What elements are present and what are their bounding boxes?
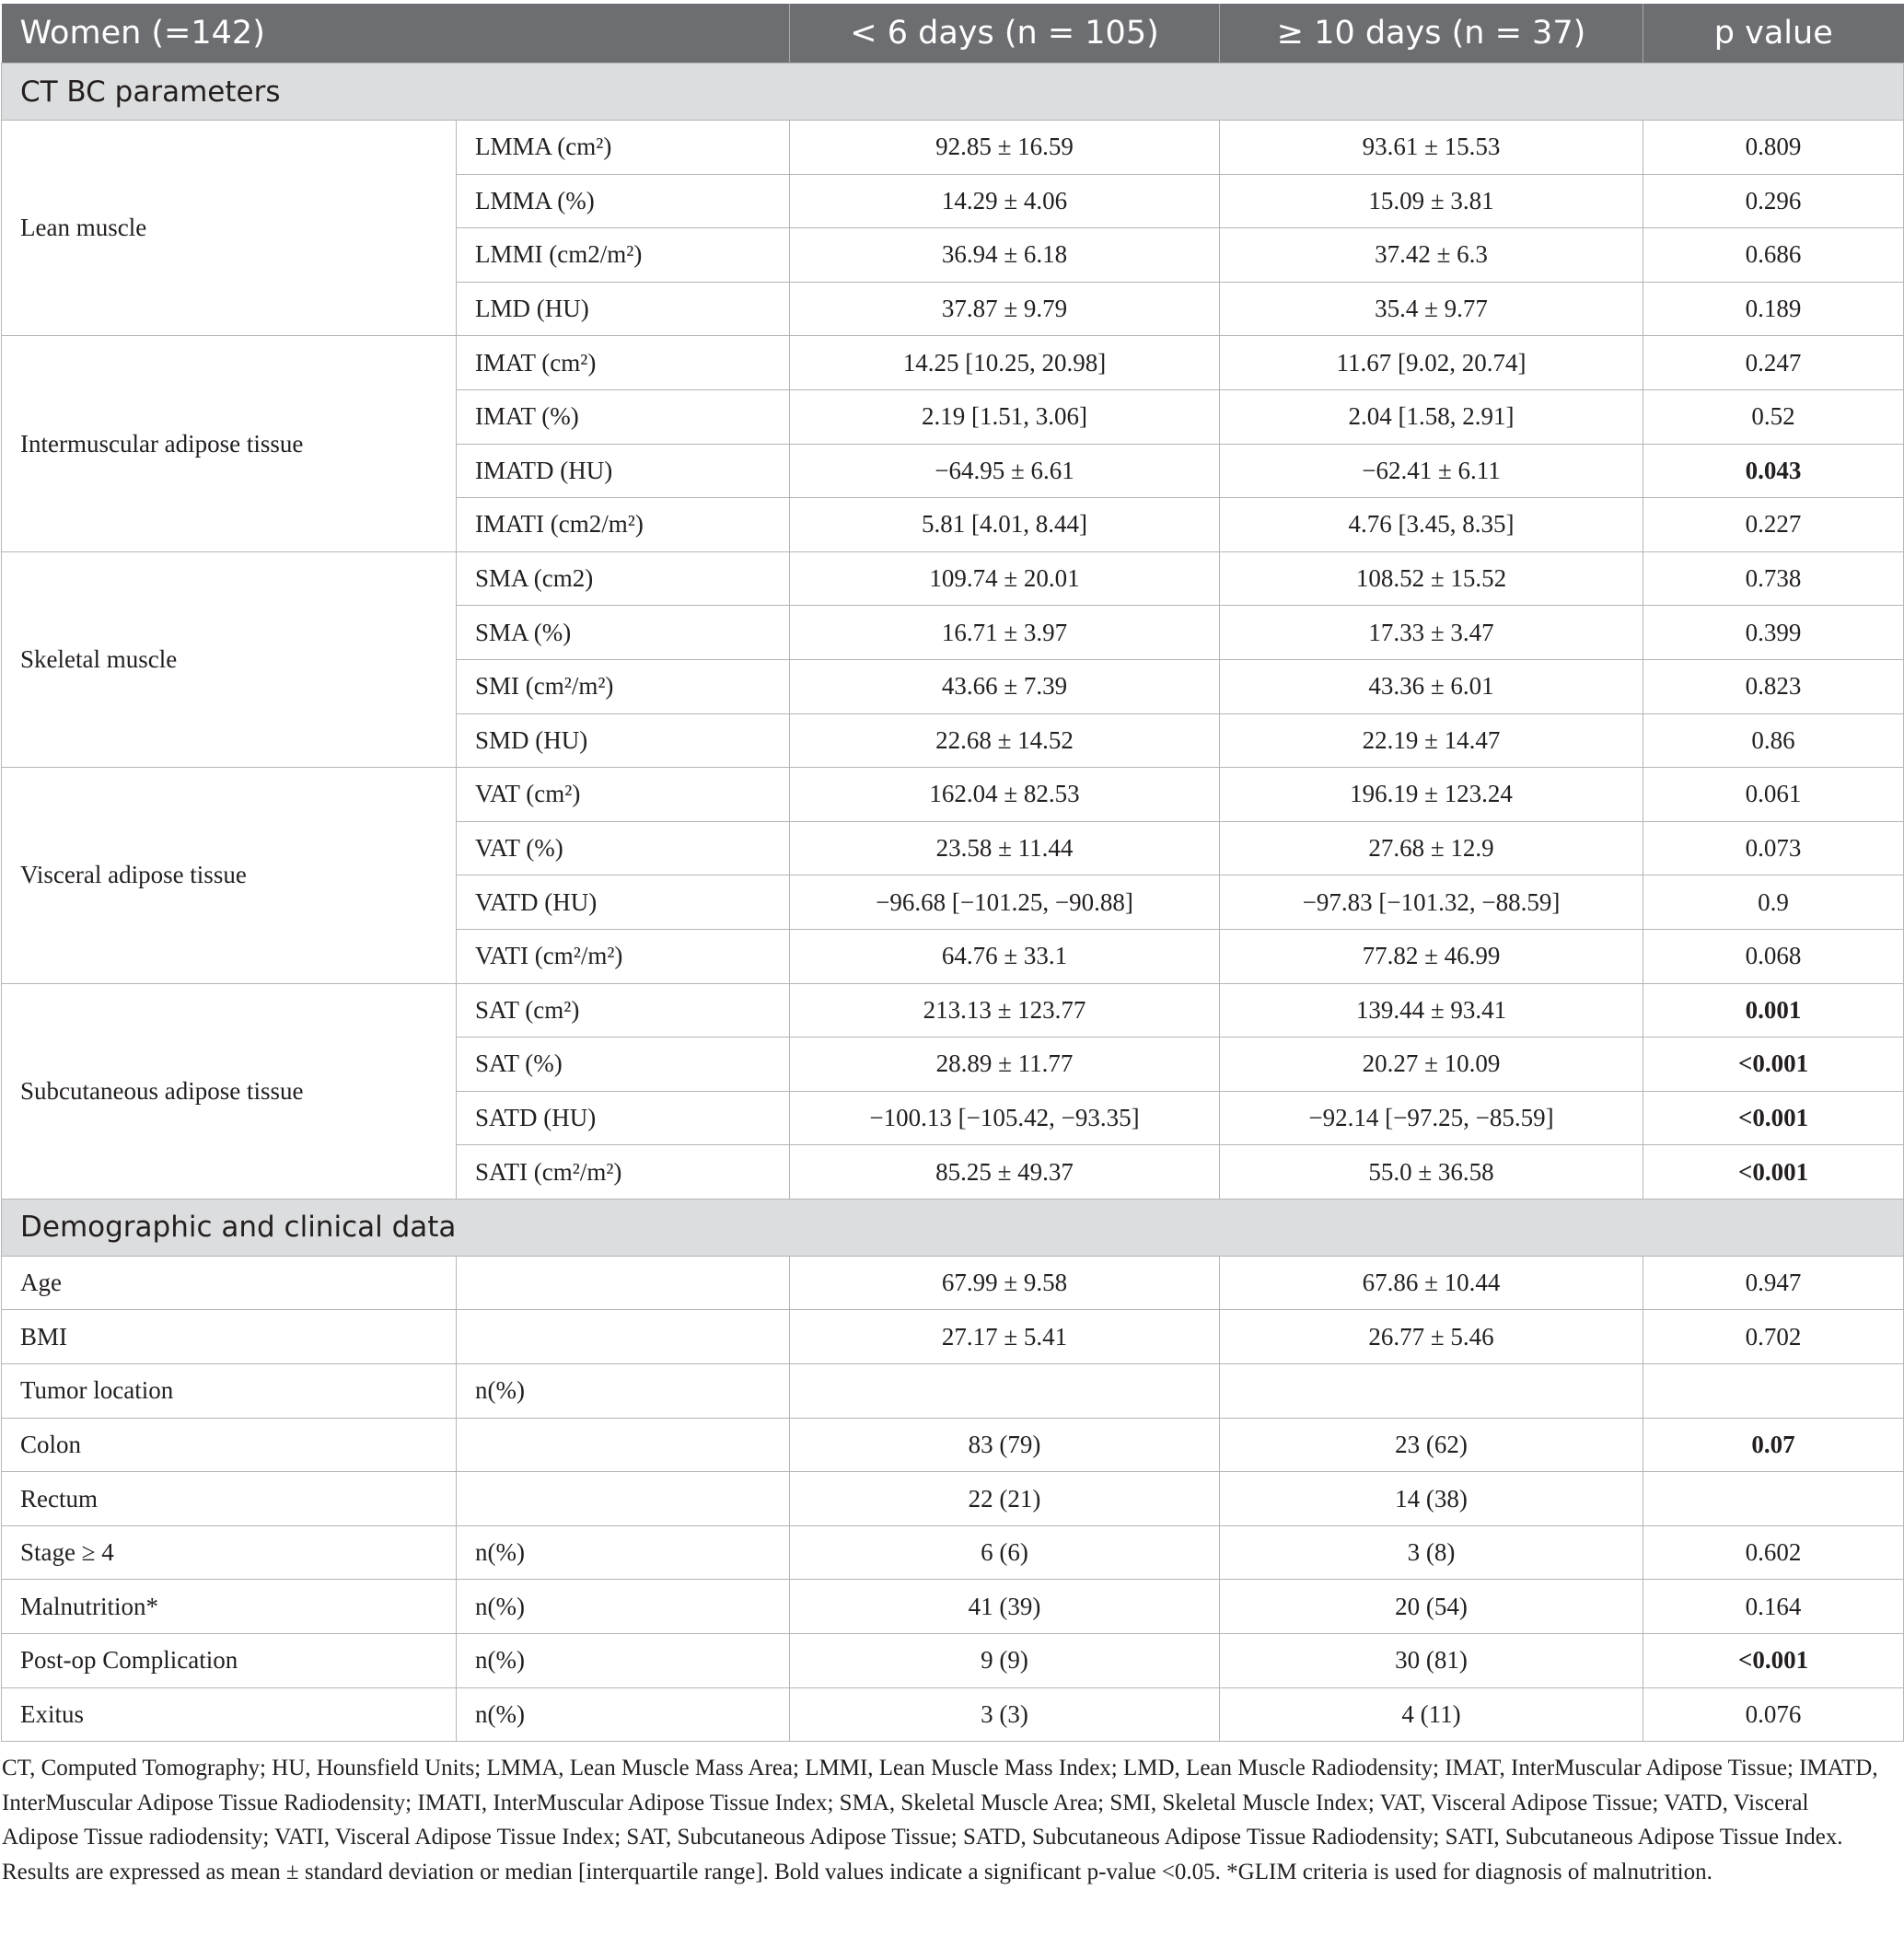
variable-label: Exitus bbox=[2, 1687, 457, 1742]
table-row bbox=[2, 1364, 1904, 1419]
group-label: Subcutaneous adipose tissue bbox=[2, 983, 457, 1199]
long-stay-value: 2.04 [1.58, 2.91] bbox=[1220, 389, 1643, 444]
p-value-cell: 0.86 bbox=[1643, 713, 1904, 768]
parameter-cell: SMI (cm²/m²) bbox=[457, 659, 790, 713]
short-stay-value: 6 (6) bbox=[790, 1525, 1220, 1580]
long-stay-value: 30 (81) bbox=[1220, 1634, 1643, 1688]
p-value-cell: 0.247 bbox=[1643, 336, 1904, 390]
short-stay-value: 3 (3) bbox=[790, 1687, 1220, 1742]
short-stay-value: −100.13 [−105.42, −93.35] bbox=[790, 1091, 1220, 1145]
long-stay-value: 17.33 ± 3.47 bbox=[1220, 606, 1643, 660]
long-stay-value: 4 (11) bbox=[1220, 1687, 1643, 1742]
short-stay-value: 27.17 ± 5.41 bbox=[790, 1310, 1220, 1364]
table-row bbox=[2, 336, 1904, 390]
p-value-cell: 0.07 bbox=[1643, 1418, 1904, 1472]
p-value-cell: <0.001 bbox=[1643, 1145, 1904, 1200]
short-stay-value: −64.95 ± 6.61 bbox=[790, 444, 1220, 498]
long-stay-value: 26.77 ± 5.46 bbox=[1220, 1310, 1643, 1364]
p-value-cell: 0.9 bbox=[1643, 875, 1904, 930]
unit-cell: n(%) bbox=[457, 1525, 790, 1580]
long-stay-value bbox=[1220, 1364, 1643, 1419]
short-stay-value bbox=[790, 1364, 1220, 1419]
table-row bbox=[2, 121, 1904, 175]
long-stay-value: 22.19 ± 14.47 bbox=[1220, 713, 1643, 768]
group-label: Intermuscular adipose tissue bbox=[2, 336, 457, 551]
group-label: Visceral adipose tissue bbox=[2, 768, 457, 983]
short-stay-value: 14.25 [10.25, 20.98] bbox=[790, 336, 1220, 390]
parameter-cell: VATI (cm²/m²) bbox=[457, 929, 790, 983]
long-stay-value: 14 (38) bbox=[1220, 1472, 1643, 1526]
long-stay-value: 196.19 ± 123.24 bbox=[1220, 768, 1643, 822]
parameter-cell: SATI (cm²/m²) bbox=[457, 1145, 790, 1200]
long-stay-value: 35.4 ± 9.77 bbox=[1220, 282, 1643, 336]
variable-label: Rectum bbox=[2, 1472, 457, 1526]
header-long-stay: ≥ 10 days (n = 37) bbox=[1220, 4, 1643, 64]
p-value-cell: 0.189 bbox=[1643, 282, 1904, 336]
short-stay-value: 16.71 ± 3.97 bbox=[790, 606, 1220, 660]
unit-cell: n(%) bbox=[457, 1634, 790, 1688]
long-stay-value: 108.52 ± 15.52 bbox=[1220, 551, 1643, 606]
table-row bbox=[2, 1310, 1904, 1364]
results-table bbox=[1, 4, 1904, 1742]
short-stay-value: 14.29 ± 4.06 bbox=[790, 174, 1220, 228]
table-container bbox=[0, 4, 1904, 1889]
long-stay-value: 67.86 ± 10.44 bbox=[1220, 1256, 1643, 1310]
short-stay-value: 67.99 ± 9.58 bbox=[790, 1256, 1220, 1310]
long-stay-value: 77.82 ± 46.99 bbox=[1220, 929, 1643, 983]
short-stay-value: 28.89 ± 11.77 bbox=[790, 1038, 1220, 1092]
parameter-cell: SAT (%) bbox=[457, 1038, 790, 1092]
short-stay-value: 64.76 ± 33.1 bbox=[790, 929, 1220, 983]
p-value-cell bbox=[1643, 1364, 1904, 1419]
long-stay-value: −97.83 [−101.32, −88.59] bbox=[1220, 875, 1643, 930]
parameter-cell: IMATD (HU) bbox=[457, 444, 790, 498]
p-value-cell: 0.227 bbox=[1643, 498, 1904, 552]
variable-label: Tumor location bbox=[2, 1364, 457, 1419]
unit-cell: n(%) bbox=[457, 1580, 790, 1634]
long-stay-value: −62.41 ± 6.11 bbox=[1220, 444, 1643, 498]
header-women: Women (=142) bbox=[2, 4, 790, 64]
parameter-cell: SAT (cm²) bbox=[457, 983, 790, 1038]
short-stay-value: 85.25 ± 49.37 bbox=[790, 1145, 1220, 1200]
footnote: CT, Computed Tomography; HU, Hounsfield Units; LMMA, Lean Muscle Mass Area; LMMI, Lean Muscle Mass Index; LMD, Lean Muscle Radiodensity; IMAT, InterMuscular Adipose Tissue; IMATD, InterMuscular Adipose Tissue Radiodensity; IMATI, InterMuscular Adipose Tissue Index; SMA, Skeletal Muscle Area; SMI, Skeletal Muscle Index; VAT, Visceral Adipose Tissue; VATD, Visceral Adipose Tissue radiodensity; VATI, Visceral Adipose Tissue Index; SAT, Subcutaneous Adipose Tissue; SATD, Subcutaneous Adipose Tissue Radiodensity; SATI, Subcutaneous Adipose Tissue Index. Results are expressed as mean ± standard deviation or median [interquartile range]. Bold values indicate a significant p-value <0.05. *GLIM criteria is used for diagnosis of malnutrition. bbox=[2, 1756, 1878, 1884]
short-stay-value: 43.66 ± 7.39 bbox=[790, 659, 1220, 713]
short-stay-value: 109.74 ± 20.01 bbox=[790, 551, 1220, 606]
table-row bbox=[2, 768, 1904, 822]
parameter-cell: LMMA (%) bbox=[457, 174, 790, 228]
p-value-cell: <0.001 bbox=[1643, 1038, 1904, 1092]
p-value-cell: 0.164 bbox=[1643, 1580, 1904, 1634]
p-value-cell: 0.073 bbox=[1643, 821, 1904, 875]
header-row bbox=[2, 4, 1904, 64]
parameter-cell: IMAT (%) bbox=[457, 389, 790, 444]
header-p-value: p value bbox=[1643, 4, 1904, 64]
long-stay-value: 139.44 ± 93.41 bbox=[1220, 983, 1643, 1038]
p-value-cell: <0.001 bbox=[1643, 1091, 1904, 1145]
long-stay-value: 15.09 ± 3.81 bbox=[1220, 174, 1643, 228]
variable-label: Post-op Complication bbox=[2, 1634, 457, 1688]
p-value-cell: 0.399 bbox=[1643, 606, 1904, 660]
long-stay-value: 20 (54) bbox=[1220, 1580, 1643, 1634]
unit-cell bbox=[457, 1472, 790, 1526]
table-row bbox=[2, 1634, 1904, 1688]
group-label: Lean muscle bbox=[2, 121, 457, 336]
p-value-cell: 0.043 bbox=[1643, 444, 1904, 498]
header-short-stay: < 6 days (n = 105) bbox=[790, 4, 1220, 64]
variable-label: Malnutrition* bbox=[2, 1580, 457, 1634]
p-value-cell bbox=[1643, 1472, 1904, 1526]
short-stay-value: 213.13 ± 123.77 bbox=[790, 983, 1220, 1038]
p-value-cell: 0.823 bbox=[1643, 659, 1904, 713]
parameter-cell: IMAT (cm²) bbox=[457, 336, 790, 390]
long-stay-value: −92.14 [−97.25, −85.59] bbox=[1220, 1091, 1643, 1145]
parameter-cell: LMMA (cm²) bbox=[457, 121, 790, 175]
long-stay-value: 43.36 ± 6.01 bbox=[1220, 659, 1643, 713]
short-stay-value: 23.58 ± 11.44 bbox=[790, 821, 1220, 875]
short-stay-value: 37.87 ± 9.79 bbox=[790, 282, 1220, 336]
short-stay-value: 9 (9) bbox=[790, 1634, 1220, 1688]
short-stay-value: 22 (21) bbox=[790, 1472, 1220, 1526]
table-row bbox=[2, 983, 1904, 1038]
p-value-cell: 0.001 bbox=[1643, 983, 1904, 1038]
short-stay-value: 92.85 ± 16.59 bbox=[790, 121, 1220, 175]
p-value-cell: <0.001 bbox=[1643, 1634, 1904, 1688]
table-row bbox=[2, 1525, 1904, 1580]
short-stay-value: 162.04 ± 82.53 bbox=[790, 768, 1220, 822]
p-value-cell: 0.947 bbox=[1643, 1256, 1904, 1310]
p-value-cell: 0.602 bbox=[1643, 1525, 1904, 1580]
parameter-cell: SMA (cm2) bbox=[457, 551, 790, 606]
long-stay-value: 37.42 ± 6.3 bbox=[1220, 228, 1643, 283]
parameter-cell: VATD (HU) bbox=[457, 875, 790, 930]
table-row bbox=[2, 1687, 1904, 1742]
p-value-cell: 0.061 bbox=[1643, 768, 1904, 822]
variable-label: Age bbox=[2, 1256, 457, 1310]
unit-cell bbox=[457, 1310, 790, 1364]
p-value-cell: 0.702 bbox=[1643, 1310, 1904, 1364]
long-stay-value: 4.76 [3.45, 8.35] bbox=[1220, 498, 1643, 552]
short-stay-value: −96.68 [−101.25, −90.88] bbox=[790, 875, 1220, 930]
parameter-cell: LMD (HU) bbox=[457, 282, 790, 336]
unit-cell bbox=[457, 1418, 790, 1472]
table-row bbox=[2, 1472, 1904, 1526]
table-row bbox=[2, 1418, 1904, 1472]
variable-label: BMI bbox=[2, 1310, 457, 1364]
table-row bbox=[2, 1580, 1904, 1634]
p-value-cell: 0.686 bbox=[1643, 228, 1904, 283]
p-value-cell: 0.809 bbox=[1643, 121, 1904, 175]
table-row bbox=[2, 1256, 1904, 1310]
short-stay-value: 41 (39) bbox=[790, 1580, 1220, 1634]
short-stay-value: 22.68 ± 14.52 bbox=[790, 713, 1220, 768]
long-stay-value: 23 (62) bbox=[1220, 1418, 1643, 1472]
parameter-cell: VAT (cm²) bbox=[457, 768, 790, 822]
p-value-cell: 0.738 bbox=[1643, 551, 1904, 606]
short-stay-value: 36.94 ± 6.18 bbox=[790, 228, 1220, 283]
unit-cell: n(%) bbox=[457, 1364, 790, 1419]
short-stay-value: 83 (79) bbox=[790, 1418, 1220, 1472]
long-stay-value: 27.68 ± 12.9 bbox=[1220, 821, 1643, 875]
parameter-cell: VAT (%) bbox=[457, 821, 790, 875]
short-stay-value: 2.19 [1.51, 3.06] bbox=[790, 389, 1220, 444]
group-label: Skeletal muscle bbox=[2, 551, 457, 767]
long-stay-value: 55.0 ± 36.58 bbox=[1220, 1145, 1643, 1200]
section-row bbox=[2, 1199, 1904, 1256]
p-value-cell: 0.076 bbox=[1643, 1687, 1904, 1742]
p-value-cell: 0.296 bbox=[1643, 174, 1904, 228]
unit-cell: n(%) bbox=[457, 1687, 790, 1742]
parameter-cell: LMMI (cm2/m²) bbox=[457, 228, 790, 283]
unit-cell bbox=[457, 1256, 790, 1310]
p-value-cell: 0.52 bbox=[1643, 389, 1904, 444]
section-row bbox=[2, 64, 1904, 121]
section-demo-title: Demographic and clinical data bbox=[2, 1199, 1904, 1256]
variable-label: Colon bbox=[2, 1418, 457, 1472]
parameter-cell: SMA (%) bbox=[457, 606, 790, 660]
p-value-cell: 0.068 bbox=[1643, 929, 1904, 983]
parameter-cell: IMATI (cm2/m²) bbox=[457, 498, 790, 552]
table-row bbox=[2, 551, 1904, 606]
long-stay-value: 3 (8) bbox=[1220, 1525, 1643, 1580]
parameter-cell: SATD (HU) bbox=[457, 1091, 790, 1145]
table-body bbox=[2, 64, 1904, 1742]
long-stay-value: 93.61 ± 15.53 bbox=[1220, 121, 1643, 175]
long-stay-value: 20.27 ± 10.09 bbox=[1220, 1038, 1643, 1092]
variable-label: Stage ≥ 4 bbox=[2, 1525, 457, 1580]
parameter-cell: SMD (HU) bbox=[457, 713, 790, 768]
long-stay-value: 11.67 [9.02, 20.74] bbox=[1220, 336, 1643, 390]
short-stay-value: 5.81 [4.01, 8.44] bbox=[790, 498, 1220, 552]
section-ct-title: CT BC parameters bbox=[2, 64, 1904, 121]
